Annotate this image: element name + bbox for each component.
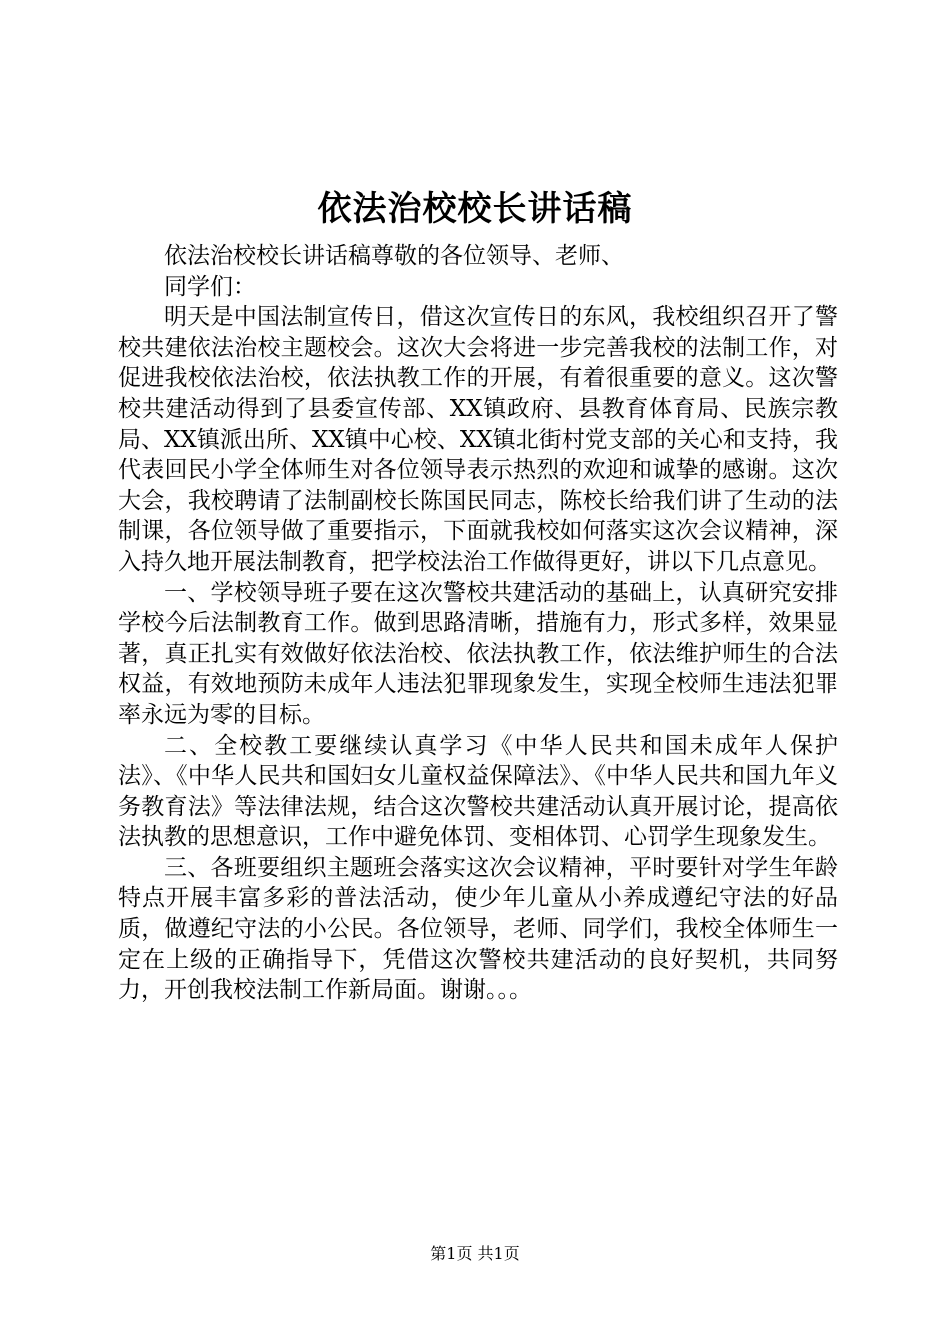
paragraph-point-2: 二、全校教工要继续认真学习《中华人民共和国未成年人保护法》、《中华人民共和国妇女儿童权益保障法》、《中华人民共和国九年义务教育法》等法律法规，结合这次警校共建活动认真开展讨论，提高依法执教的思想意识，工作中避免体罚、变相体罚、心罚学生现象发生。 — [118, 732, 838, 851]
greeting-line-1: 依法治校校长讲话稿尊敬的各位领导、老师、 — [164, 243, 624, 269]
paragraph-intro: 明天是中国法制宣传日，借这次宣传日的东风，我校组织召开了警校共建依法治校主题校会。这次大会将进一步完善我校的法制工作，对促进我校依法治校，依法执教工作的开展，有着很重要的意义。这次警校共建活动得到了县委宣传部、XX镇政府、县教育体育局、民族宗教局、XX镇派出所、XX镇中心校、XX镇北街村党支部的关心和支持，我代表回民小学全体师生对各位领导表示热烈的欢迎和诚挚的感谢。这次大会，我校聘请了法制副校长陈国民同志，陈校长给我们讲了生动的法制课，各位领导做了重要指示，下面就我校如何落实这次会议精神，深入持久地开展法制教育，把学校法治工作做得更好，讲以下几点意见。 — [118, 304, 838, 575]
paragraph-point-1: 一、学校领导班子要在这次警校共建活动的基础上，认真研究安排学校今后法制教育工作。做到思路清晰，措施有力，形式多样，效果显著，真正扎实有效做好依法治校、依法执教工作，依法维护师生的合法权益，有效地预防未成年人违法犯罪现象发生，实现全校师生违法犯罪率永远为零的目标。 — [118, 579, 838, 728]
document-title: 依法治校校长讲话稿 — [317, 189, 633, 229]
document-body — [118, 241, 838, 1006]
greeting-line-2: 同学们： — [164, 273, 256, 300]
page-number-footer: 第1页 共1页 — [430, 1244, 520, 1263]
paragraph-point-3: 三、各班要组织主题班会落实这次会议精神，平时要针对学生年龄特点开展丰富多彩的普法活动，使少年儿童从小养成遵纪守法的好品质，做遵纪守法的小公民。各位领导，老师、同学们，我校全体师生一定在上级的正确指导下，凭借这次警校共建活动的良好契机，共同努力，开创我校法制工作新局面。谢谢。。。 — [118, 854, 838, 1004]
